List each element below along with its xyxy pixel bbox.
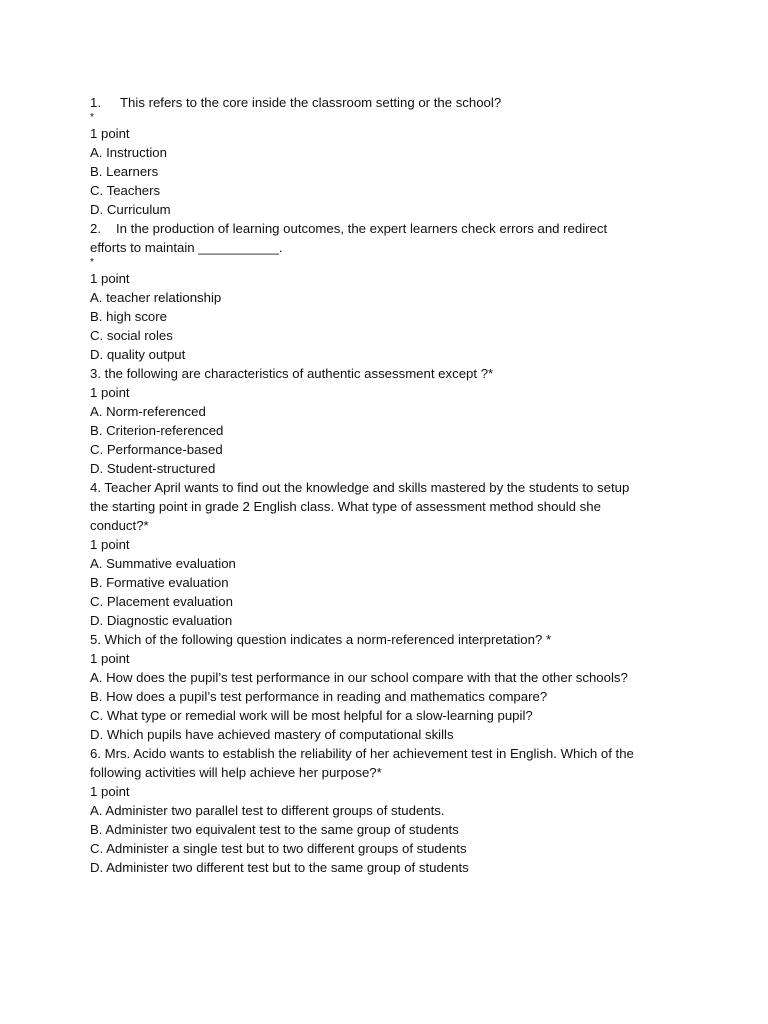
question-1-option-c: C. Teachers	[90, 183, 161, 198]
question-6-option-a: A. Administer two parallel test to different groups of students.	[90, 803, 445, 818]
question-3-option-c: C. Performance-based	[90, 442, 223, 457]
question-3-points: 1 point	[90, 385, 130, 400]
question-2-option-b: B. high score	[90, 309, 167, 324]
question-2-option-c: C. social roles	[90, 328, 173, 343]
required-mark: *	[90, 257, 94, 268]
question-6-option-b: B. Administer two equivalent test to the same group of students	[90, 822, 459, 837]
question-3-prompt: 3. the following are characteristics of authentic assessment except ?*	[90, 366, 494, 381]
question-4-option-b: B. Formative evaluation	[90, 575, 229, 590]
required-mark: *	[90, 112, 94, 123]
question-1-option-d: D. Curriculum	[90, 202, 171, 217]
question-4-prompt-line-3: conduct?*	[90, 518, 149, 533]
question-1-option-a: A. Instruction	[90, 145, 167, 160]
question-3-option-b: B. Criterion-referenced	[90, 423, 224, 438]
question-5-option-a: A. How does the pupil’s test performance in our school compare with that the other schools?	[90, 670, 628, 685]
question-4-prompt-line-2: the starting point in grade 2 English class. What type of assessment method should she	[90, 499, 601, 514]
question-4-option-a: A. Summative evaluation	[90, 556, 236, 571]
question-5-prompt: 5. Which of the following question indicates a norm-referenced interpretation? *	[90, 632, 552, 647]
question-2-option-a: A. teacher relationship	[90, 290, 222, 305]
question-4-option-d: D. Diagnostic evaluation	[90, 613, 233, 628]
question-6-points: 1 point	[90, 784, 130, 799]
question-2-option-d: D. quality output	[90, 347, 186, 362]
question-1-points: 1 point	[90, 126, 130, 141]
question-3-option-d: D. Student-structured	[90, 461, 216, 476]
question-2-prompt-line-1	[90, 219, 690, 238]
question-2-prompt-line-2: efforts to maintain ___________.	[90, 240, 283, 255]
question-4-prompt-line-1: 4. Teacher April wants to find out the knowledge and skills mastered by the students to setup	[90, 480, 630, 495]
question-5-points: 1 point	[90, 651, 130, 666]
question-1-text: This refers to the core inside the classroom setting or the school?	[120, 95, 502, 110]
question-5	[90, 630, 690, 744]
question-1-option-b: B. Learners	[90, 164, 159, 179]
quiz-document	[90, 93, 690, 877]
question-2	[90, 219, 690, 364]
question-1-number: 1.	[90, 95, 101, 110]
question-5-option-d: D. Which pupils have achieved mastery of computational skills	[90, 727, 454, 742]
question-3	[90, 364, 690, 478]
question-2-number: 2.	[90, 221, 101, 236]
question-6-prompt-line-2: following activities will help achieve her purpose?*	[90, 765, 382, 780]
question-6	[90, 744, 690, 877]
question-2-points: 1 point	[90, 271, 130, 286]
question-3-option-a: A. Norm-referenced	[90, 404, 206, 419]
question-6-option-c: C. Administer a single test but to two different groups of students	[90, 841, 467, 856]
question-6-option-d: D. Administer two different test but to the same group of students	[90, 860, 469, 875]
question-5-option-b: B. How does a pupil’s test performance in reading and mathematics compare?	[90, 689, 548, 704]
question-4	[90, 478, 690, 630]
question-1	[90, 93, 690, 219]
question-5-option-c: C. What type or remedial work will be most helpful for a slow-learning pupil?	[90, 708, 533, 723]
question-4-points: 1 point	[90, 537, 130, 552]
question-4-option-c: C. Placement evaluation	[90, 594, 233, 609]
question-1-prompt	[90, 93, 690, 112]
question-2-text-1: In the production of learning outcomes, the expert learners check errors and redirect	[116, 221, 608, 236]
question-6-prompt-line-1: 6. Mrs. Acido wants to establish the reliability of her achievement test in English. Which of the	[90, 746, 634, 761]
